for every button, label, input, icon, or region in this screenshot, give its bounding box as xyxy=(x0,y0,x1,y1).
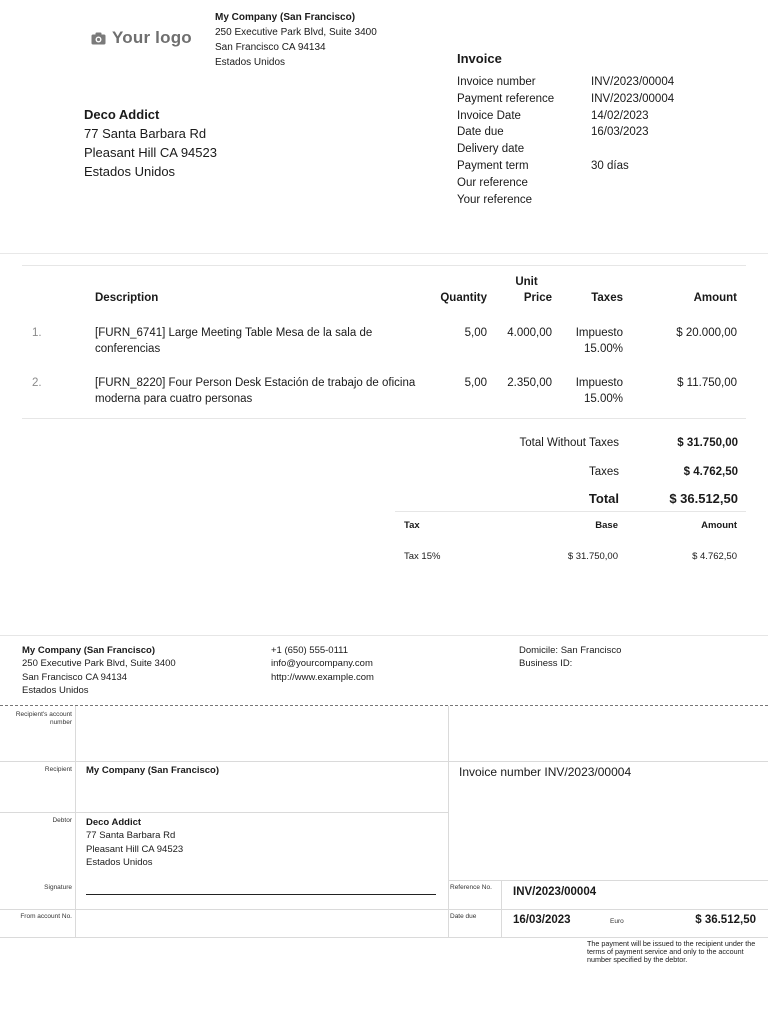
header-quantity: Quantity xyxy=(440,292,487,304)
info-label: Your reference xyxy=(457,193,533,206)
footer-country: Estados Unidos xyxy=(22,685,89,697)
company-street: 250 Executive Park Blvd, Suite 3400 xyxy=(215,27,377,38)
reference-number: INV/2023/00004 xyxy=(513,886,597,898)
table-row xyxy=(22,366,746,419)
line-number: 1. xyxy=(32,327,42,339)
debtor-name: Deco Addict xyxy=(86,817,142,828)
header-unit-price-line2: Price xyxy=(523,292,552,304)
header-taxes: Taxes xyxy=(591,292,623,304)
footer-company-name: My Company (San Francisco) xyxy=(22,645,156,656)
recipient-account-label: Recipient's account number xyxy=(15,711,72,726)
tax-header-amount: Amount xyxy=(618,512,746,540)
customer-name: Deco Addict xyxy=(84,107,160,122)
company-city: San Francisco CA 94134 xyxy=(215,42,326,53)
tax-header-base: Base xyxy=(505,512,618,540)
taxes-row xyxy=(398,458,738,485)
info-label: Invoice Date xyxy=(457,109,521,122)
footer-website: http://www.example.com xyxy=(271,671,374,683)
line-unit-price: 2.350,00 xyxy=(507,377,552,389)
invoice-info-row xyxy=(457,108,731,125)
slip-divider xyxy=(448,880,768,881)
footer-city: San Francisco CA 94134 xyxy=(22,671,128,683)
untaxed-amount: $ 31.750,00 xyxy=(677,436,738,449)
slip-invoice-number: Invoice number INV/2023/00004 xyxy=(459,765,632,779)
line-quantity: 5,00 xyxy=(464,377,487,389)
payment-note: The payment will be issued to the recipient under the terms of payment service and only to the account number specified by the debtor. xyxy=(587,939,756,964)
total-label: Total xyxy=(588,491,619,506)
info-label: Our reference xyxy=(457,176,528,189)
info-label: Payment reference xyxy=(457,92,555,105)
tax-base: $ 31.750,00 xyxy=(567,551,618,562)
footer-street: 250 Executive Park Blvd, Suite 3400 xyxy=(22,658,176,670)
slip-divider xyxy=(0,909,768,910)
info-value: INV/2023/00004 xyxy=(591,92,675,105)
footer-phone: +1 (650) 555-0111 xyxy=(271,645,349,656)
info-value: 16/03/2023 xyxy=(591,126,649,139)
invoice-info-row xyxy=(457,74,731,91)
header-number xyxy=(22,266,95,317)
info-label: Date due xyxy=(457,126,504,139)
info-label: Invoice number xyxy=(457,76,536,88)
info-value: 30 días xyxy=(591,159,629,172)
payment-slip xyxy=(0,705,768,938)
slip-divider xyxy=(448,761,768,762)
info-value: INV/2023/00004 xyxy=(591,76,675,88)
header-description: Description xyxy=(95,292,159,304)
recipient-name: My Company (San Francisco) xyxy=(86,765,220,776)
tax-header-tax: Tax xyxy=(395,512,505,540)
tax-name: Tax 15% xyxy=(404,551,441,562)
date-due-label: Date due xyxy=(450,913,477,920)
debtor-city: Pleasant Hill CA 94523 xyxy=(86,843,184,855)
slip-divider xyxy=(0,812,448,813)
invoice-info-row xyxy=(457,91,731,108)
untaxed-row xyxy=(398,432,738,453)
info-value xyxy=(591,141,731,158)
footer-email: info@yourcompany.com xyxy=(271,658,373,670)
line-amount: $ 20.000,00 xyxy=(676,327,737,339)
invoice-title: Invoice xyxy=(457,51,502,66)
taxes-amount: $ 4.762,50 xyxy=(683,465,738,478)
signature-line[interactable] xyxy=(86,894,436,895)
footer-business-id: Business ID: xyxy=(519,658,573,670)
debtor-country: Estados Unidos xyxy=(86,857,153,869)
company-footer xyxy=(0,635,768,697)
invoice-lines-table xyxy=(22,265,746,419)
line-taxes xyxy=(552,366,623,419)
table-row xyxy=(395,539,746,570)
info-value xyxy=(591,192,731,209)
invoice-info-row xyxy=(457,141,731,158)
line-unit-price: 4.000,00 xyxy=(507,327,552,339)
line-amount: $ 11.750,00 xyxy=(677,377,737,389)
from-account-label: From account No. xyxy=(20,913,72,920)
invoice-info-row xyxy=(457,175,731,192)
footer-legal xyxy=(519,644,621,671)
line-taxes xyxy=(552,316,623,366)
table-row xyxy=(22,316,746,366)
line-tax-rate: 15.00% xyxy=(583,393,623,405)
tax-header-row xyxy=(395,512,746,540)
slip-divider xyxy=(448,706,449,938)
line-description: [FURN_8220] Four Person Desk Estación de trabajo de oficina moderna para cuatro personas xyxy=(95,377,416,405)
header-amount: Amount xyxy=(693,292,737,304)
camera-icon xyxy=(91,32,106,45)
company-address xyxy=(215,10,377,70)
info-label: Delivery date xyxy=(457,143,525,156)
info-value xyxy=(591,175,731,192)
customer-address xyxy=(84,105,217,181)
header-divider xyxy=(0,253,768,254)
customer-country: Estados Unidos xyxy=(84,164,176,179)
line-tax-name: Impuesto xyxy=(575,377,623,389)
slip-amount: $ 36.512,50 xyxy=(695,914,756,926)
lines-header-row xyxy=(22,266,746,317)
info-label: Payment term xyxy=(457,159,529,172)
untaxed-label: Total Without Taxes xyxy=(519,436,619,449)
customer-city: Pleasant Hill CA 94523 xyxy=(84,145,217,160)
invoice-info xyxy=(457,74,731,208)
tax-summary-table xyxy=(395,511,746,570)
debtor-address xyxy=(86,816,183,870)
line-description: [FURN_6741] Large Meeting Table Mesa de la sala de conferencias xyxy=(95,327,373,355)
header-unit-price xyxy=(487,266,552,317)
line-number: 2. xyxy=(32,377,42,389)
tax-amount: $ 4.762,50 xyxy=(692,551,737,562)
taxes-label: Taxes xyxy=(588,465,619,478)
signature-label: Signature xyxy=(44,884,72,891)
debtor-label: Debtor xyxy=(52,817,72,824)
debtor-street: 77 Santa Barbara Rd xyxy=(86,830,176,842)
company-logo xyxy=(91,28,192,48)
slip-divider xyxy=(75,706,76,938)
slip-divider xyxy=(0,937,768,938)
company-name: My Company (San Francisco) xyxy=(215,12,356,23)
footer-contact xyxy=(271,644,374,684)
invoice-info-row xyxy=(457,124,731,141)
info-value: 14/02/2023 xyxy=(591,109,649,122)
line-tax-name: Impuesto xyxy=(575,327,623,339)
date-due-value: 16/03/2023 xyxy=(513,914,571,926)
recipient-label: Recipient xyxy=(44,766,72,773)
line-tax-rate: 15.00% xyxy=(583,343,623,355)
line-quantity: 5,00 xyxy=(464,327,487,339)
footer-address xyxy=(22,644,176,698)
total-row xyxy=(398,485,738,512)
reference-label: Reference No. xyxy=(450,884,492,891)
invoice-info-row xyxy=(457,192,731,209)
invoice-info-row xyxy=(457,158,731,175)
logo-text: Your logo xyxy=(112,28,192,47)
footer-domicile: Domicile: San Francisco xyxy=(519,645,622,656)
header-unit-price-line1: Unit xyxy=(515,276,538,288)
slip-divider xyxy=(0,761,448,762)
currency-label: Euro xyxy=(610,918,624,925)
company-country: Estados Unidos xyxy=(215,57,286,68)
totals-block xyxy=(398,432,738,512)
customer-street: 77 Santa Barbara Rd xyxy=(84,126,207,141)
total-amount: $ 36.512,50 xyxy=(669,491,738,506)
